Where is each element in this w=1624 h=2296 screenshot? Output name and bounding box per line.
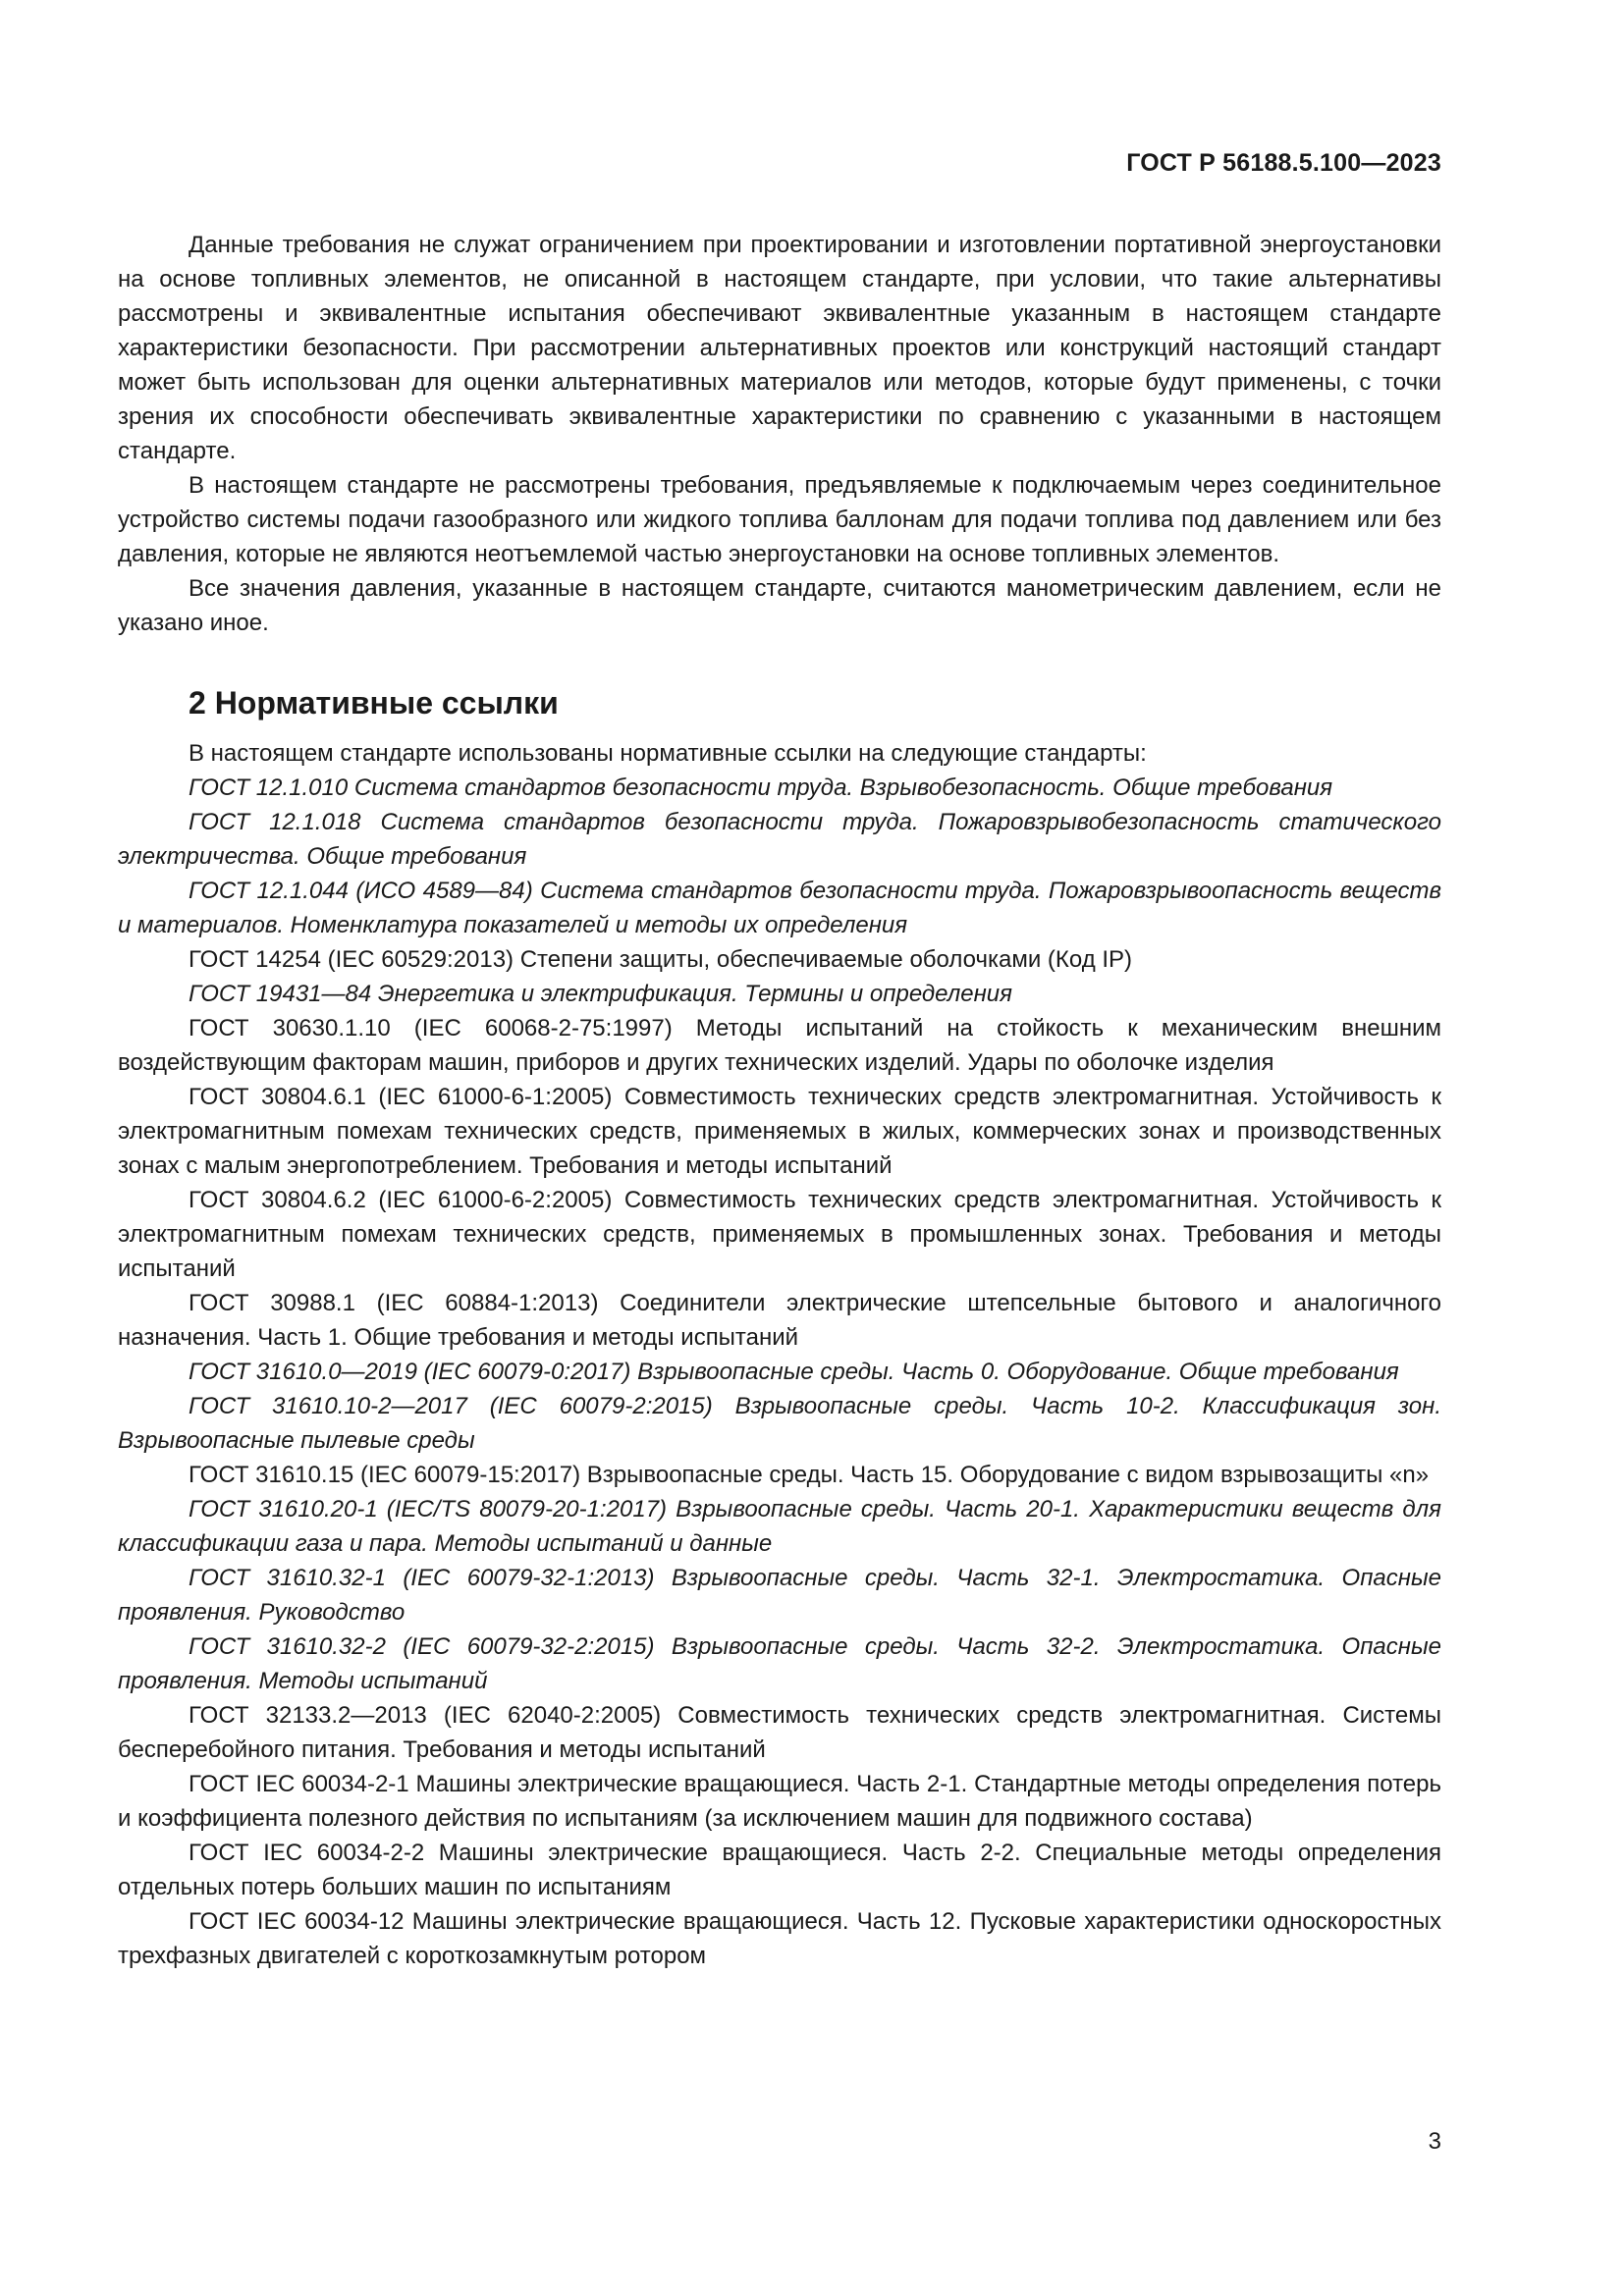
reference-item: ГОСТ 31610.0—2019 (IEC 60079-0:2017) Взрывоопасные среды. Часть 0. Оборудование. Общие требования [189, 1359, 1399, 1385]
reference-item: ГОСТ IEC 60034-12 Машины электрические вращающиеся. Часть 12. Пусковые характеристики односкоростных трехфазных двигателей с короткозамкнутым ротором [118, 1908, 1441, 1969]
document-header: ГОСТ Р 56188.5.100—2023 [1126, 149, 1441, 177]
document-body [118, 228, 1441, 1973]
reference-item: ГОСТ 12.1.044 (ИСО 4589—84) Система стандартов безопасности труда. Пожаровзрывоопасность веществ и материалов. Номенклатура показателей и методы их определения [118, 878, 1441, 938]
reference-item: ГОСТ 32133.2—2013 (IEC 62040-2:2005) Совместимость технических средств электромагнитная. Системы бесперебойного питания. Требования и методы испытаний [118, 1702, 1441, 1763]
reference-item: ГОСТ 12.1.010 Система стандартов безопасности труда. Взрывобезопасность. Общие требования [189, 774, 1333, 801]
reference-item: ГОСТ 14254 (IEC 60529:2013) Степени защиты, обеспечиваемые оболочками (Код IP) [189, 946, 1133, 973]
reference-item: ГОСТ 19431—84 Энергетика и электрификация. Термины и определения [189, 981, 1012, 1007]
reference-item: ГОСТ 31610.32-2 (IEC 60079-32-2:2015) Взрывоопасные среды. Часть 32-2. Электростатика. Опасные проявления. Методы испытаний [118, 1633, 1441, 1694]
reference-item: ГОСТ 30804.6.1 (IEC 61000-6-1:2005) Совместимость технических средств электромагнитная. Устойчивость к электромагнитным помехам технических средств, применяемых в жилых, коммерческих зонах и производственных зонах с малым энергопотреблением. Требования и методы испытаний [118, 1084, 1441, 1179]
page-number: 3 [1428, 2128, 1441, 2155]
reference-item: ГОСТ 30804.6.2 (IEC 61000-6-2:2005) Совместимость технических средств электромагнитная. Устойчивость к электромагнитным помехам технических средств, применяемых в промышленных зонах. Требования и методы испытаний [118, 1187, 1441, 1282]
reference-item: ГОСТ 30630.1.10 (IEC 60068-2-75:1997) Методы испытаний на стойкость к механическим внешним воздействующим факторам машин, приборов и других технических изделий. Удары по оболочке изделия [118, 1015, 1441, 1076]
reference-item: ГОСТ 12.1.018 Система стандартов безопасности труда. Пожаровзрывобезопасность статического электричества. Общие требования [118, 809, 1441, 870]
reference-item: ГОСТ 31610.10-2—2017 (IEC 60079-2:2015) Взрывоопасные среды. Часть 10-2. Классификация зон. Взрывоопасные пылевые среды [118, 1393, 1441, 1454]
reference-item: ГОСТ 31610.32-1 (IEC 60079-32-1:2013) Взрывоопасные среды. Часть 32-1. Электростатика. Опасные проявления. Руководство [118, 1565, 1441, 1626]
reference-item: ГОСТ 31610.20-1 (IEC/TS 80079-20-1:2017) Взрывоопасные среды. Часть 20-1. Характеристики веществ для классификации газа и пара. Методы испытаний и данные [118, 1496, 1441, 1557]
reference-item: ГОСТ 30988.1 (IEC 60884-1:2013) Соединители электрические штепсельные бытового и аналогичного назначения. Часть 1. Общие требования и методы испытаний [118, 1290, 1441, 1351]
reference-item: ГОСТ IEC 60034-2-1 Машины электрические вращающиеся. Часть 2-1. Стандартные методы определения потерь и коэффициента полезного действия по испытаниям (за исключением машин для подвижного состава) [118, 1771, 1441, 1832]
reference-item: ГОСТ IEC 60034-2-2 Машины электрические вращающиеся. Часть 2-2. Специальные методы определения отдельных потерь больших машин по испытаниям [118, 1840, 1441, 1900]
intro-paragraph: В настоящем стандарте не рассмотрены требования, предъявляемые к подключаемым через соединительное устройство системы подачи газообразного или жидкого топлива баллонам для подачи топлива под давлением или без давления, которые не являются неотъемлемой частью энергоустановки на основе топливных элементов. [118, 472, 1441, 567]
reference-item: ГОСТ 31610.15 (IEC 60079-15:2017) Взрывоопасные среды. Часть 15. Оборудование с видом взрывозащиты «n» [189, 1462, 1430, 1488]
section-lead: В настоящем стандарте использованы нормативные ссылки на следующие стандарты: [189, 740, 1147, 767]
section-title: 2 Нормативные ссылки [189, 685, 559, 721]
intro-paragraph: Все значения давления, указанные в настоящем стандарте, считаются манометрическим давлением, если не указано иное. [118, 575, 1441, 636]
intro-paragraph: Данные требования не служат ограничением при проектировании и изготовлении портативной энергоустановки на основе топливных элементов, не описанной в настоящем стандарте, при условии, что такие альтернативы рассмотрены и эквивалентные испытания обеспечивают эквивалентные указанным в настоящем стандарте характеристики безопасности. При рассмотрении альтернативных проектов или конструкций настоящий стандарт может быть использован для оценки альтернативных материалов или методов, которые будут применены, с точки зрения их способности обеспечивать эквивалентные характеристики по сравнению с указанными в настоящем стандарте. [118, 232, 1441, 464]
